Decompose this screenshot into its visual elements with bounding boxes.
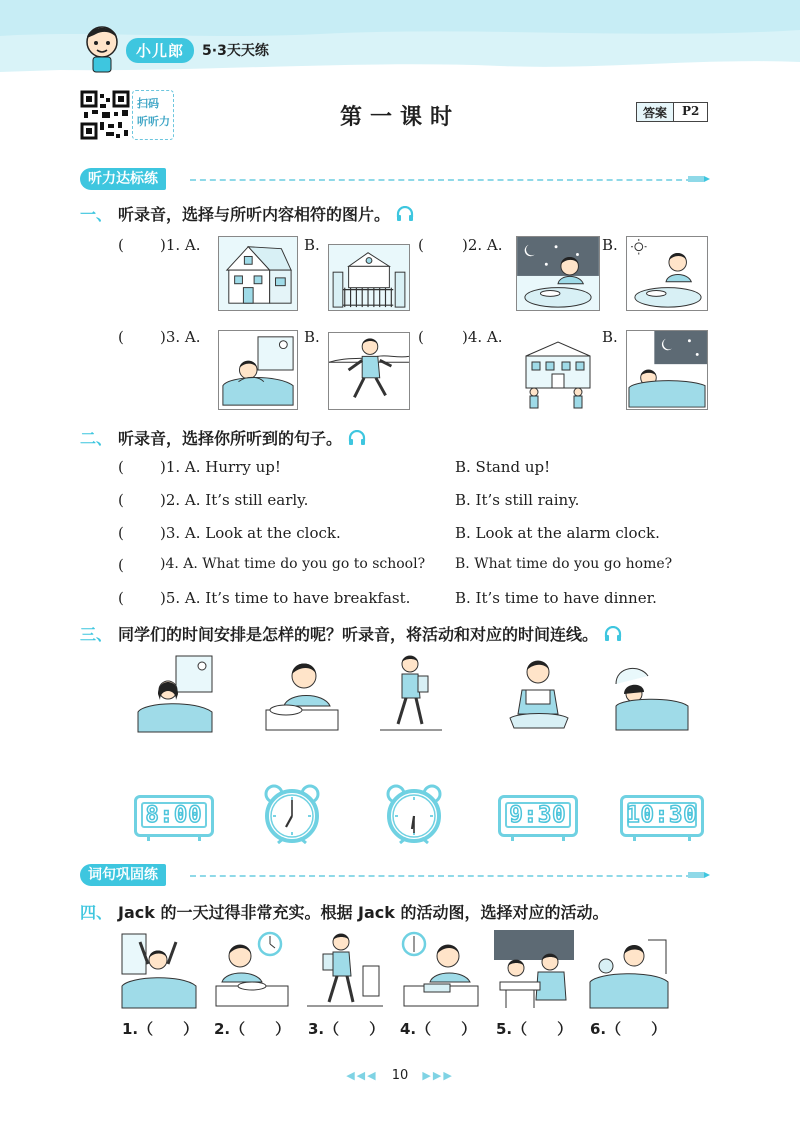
- q3-activity-walk[interactable]: [376, 652, 446, 736]
- brand-logo: 小儿郎: [126, 38, 194, 63]
- q4-picture-2[interactable]: [212, 930, 292, 1010]
- q1-item-2-paren[interactable]: (: [418, 236, 424, 254]
- digital-clock-9-30[interactable]: [498, 795, 578, 837]
- question-1-title: 听录音，选择与所听内容相符的图片。: [118, 205, 391, 224]
- mascot-icon: [82, 22, 122, 74]
- q1-item-4-option-b-label: B.: [602, 328, 618, 346]
- q4-answer-5[interactable]: 5.（ ）: [496, 1020, 573, 1038]
- headphones-icon[interactable]: [604, 626, 622, 642]
- digital-clock-display: 9:30: [505, 802, 571, 828]
- analog-clock-six-thirty[interactable]: [384, 784, 444, 844]
- question-1-number: 一、: [80, 205, 113, 224]
- page-footer: [0, 1068, 800, 1083]
- q4-picture-3[interactable]: [305, 930, 385, 1010]
- school-gate-icon: [329, 245, 409, 310]
- q1-item-2-option-b-label: B.: [602, 236, 618, 254]
- q2-item-1-option-a[interactable]: )1. A. Hurry up!: [160, 458, 281, 476]
- q2-item-1-option-b[interactable]: B. Stand up!: [455, 458, 551, 476]
- q1-item-2-picture-b[interactable]: [626, 236, 708, 311]
- q4-picture-1[interactable]: [118, 930, 198, 1010]
- q1-item-1-picture-a[interactable]: [218, 236, 298, 311]
- answer-label: 答案: [637, 103, 674, 121]
- section-words-label: 词句巩固练: [80, 864, 166, 886]
- qr-label-line-2: 听听力: [137, 115, 170, 128]
- q2-item-1-paren[interactable]: (: [118, 458, 124, 476]
- boy-in-bed-icon: [588, 930, 670, 1010]
- question-2-title: 听录音，选择你所听到的句子。: [118, 429, 343, 448]
- q4-picture-6[interactable]: [588, 930, 670, 1010]
- q2-item-4-paren[interactable]: (: [118, 556, 124, 574]
- q4-picture-5[interactable]: [494, 930, 574, 1010]
- q2-item-3-option-a[interactable]: )3. A. Look at the clock.: [160, 524, 341, 542]
- q4-answer-2[interactable]: 2.（ ）: [214, 1020, 291, 1038]
- house-icon: [219, 237, 297, 310]
- section-listening-label: 听力达标练: [80, 168, 166, 190]
- clock-feet: [633, 836, 691, 841]
- q2-item-2-option-b[interactable]: B. It’s still rainy.: [455, 491, 580, 509]
- night-sleep-icon: [627, 331, 707, 409]
- digital-clock-8-00[interactable]: [134, 795, 214, 837]
- q2-item-5-paren[interactable]: (: [118, 589, 124, 607]
- question-4-title: Jack 的一天过得非常充实。根据 Jack 的活动图，选择对应的活动。: [118, 903, 609, 922]
- q1-item-1-option-a-label: )1. A.: [160, 236, 201, 254]
- headphones-icon[interactable]: [348, 430, 366, 446]
- q2-item-5-option-a[interactable]: )5. A. It’s time to have breakfast.: [160, 589, 411, 607]
- brand-subtitle: 5·3天天练: [202, 43, 269, 59]
- morning-breakfast-icon: [627, 237, 707, 310]
- q1-item-3-picture-b[interactable]: [328, 332, 410, 410]
- answer-reference[interactable]: [636, 102, 708, 122]
- q1-item-4-option-a-label: )4. A.: [462, 328, 503, 346]
- digital-clock-display: 10:30: [626, 802, 698, 828]
- answer-page: P2: [682, 104, 700, 118]
- q1-item-4-picture-a[interactable]: [516, 336, 600, 410]
- boy-lunch-clock-icon: [398, 930, 482, 1010]
- q4-answer-6[interactable]: 6.（ ）: [590, 1020, 667, 1038]
- q4-answer-1[interactable]: 1.（ ）: [122, 1020, 199, 1038]
- q3-activity-sleep[interactable]: [610, 654, 690, 734]
- q1-item-3-option-b-label: B.: [304, 328, 320, 346]
- pencil-icon: [688, 869, 710, 881]
- night-dinner-icon: [517, 237, 599, 310]
- digital-clock-10-30[interactable]: [620, 795, 704, 837]
- analog-clock-seven[interactable]: [262, 784, 322, 844]
- boy-breakfast-clock-icon: [212, 930, 292, 1010]
- question-4-heading: [80, 900, 608, 923]
- qr-label-line-1: 扫码: [137, 97, 159, 110]
- q2-item-4-option-b[interactable]: B. What time do you go home?: [455, 556, 673, 572]
- q1-item-3-option-a-label: )3. A.: [160, 328, 201, 346]
- question-4-number: 四、: [80, 903, 113, 922]
- q3-activity-read[interactable]: [500, 654, 578, 734]
- q2-item-3-paren[interactable]: (: [118, 524, 124, 542]
- section-words: [80, 864, 710, 886]
- question-3-number: 三、: [80, 625, 113, 644]
- boy-walking-icon: [376, 652, 446, 736]
- question-3-title: 同学们的时间安排是怎样的呢？听录音，将活动和对应的时间连线。: [118, 625, 599, 644]
- q1-item-1-option-b-label: B.: [304, 236, 320, 254]
- q3-activity-eat[interactable]: [258, 654, 342, 734]
- q4-picture-4[interactable]: [398, 930, 482, 1010]
- footer-right-arrows: ▶▶▶: [422, 1069, 454, 1082]
- q1-item-4-paren[interactable]: (: [418, 328, 424, 346]
- school-building-icon: [516, 336, 600, 410]
- q1-item-1-picture-b[interactable]: [328, 244, 410, 311]
- headphones-icon[interactable]: [396, 206, 414, 222]
- q1-item-2-option-a-label: )2. A.: [462, 236, 503, 254]
- question-2-heading: [80, 426, 366, 449]
- clock-feet: [147, 836, 201, 841]
- q2-item-2-option-a[interactable]: )2. A. It’s still early.: [160, 491, 309, 509]
- boy-reading-icon: [500, 654, 578, 734]
- wake-up-icon: [219, 331, 297, 409]
- q1-item-3-paren[interactable]: (: [118, 328, 124, 346]
- section-divider: [190, 875, 692, 877]
- question-3-heading: [80, 622, 622, 645]
- q1-item-1-paren[interactable]: (: [118, 236, 124, 254]
- q2-item-4-option-a[interactable]: )4. A. What time do you go to school?: [160, 556, 426, 572]
- q2-item-3-option-b[interactable]: B. Look at the alarm clock.: [455, 524, 660, 542]
- q2-item-2-paren[interactable]: (: [118, 491, 124, 509]
- q2-item-5-option-b[interactable]: B. It’s time to have dinner.: [455, 589, 657, 607]
- q4-answer-3[interactable]: 3.（ ）: [308, 1020, 385, 1038]
- q1-item-4-picture-b[interactable]: [626, 330, 708, 410]
- clock-feet: [511, 836, 565, 841]
- digital-clock-display: 8:00: [141, 802, 207, 828]
- boy-going-to-school-icon: [305, 930, 385, 1010]
- running-icon: [329, 333, 409, 409]
- q3-activity-wake-up[interactable]: [132, 654, 216, 734]
- question-1-heading: [80, 202, 414, 225]
- q1-item-2-picture-a[interactable]: [516, 236, 600, 311]
- boy-stretching-icon: [118, 930, 198, 1010]
- section-listening: [80, 168, 710, 190]
- q1-item-3-picture-a[interactable]: [218, 330, 298, 410]
- girl-sleeping-icon: [610, 654, 690, 734]
- footer-left-arrows: ◀◀◀: [346, 1069, 378, 1082]
- q4-answer-4[interactable]: 4.（ ）: [400, 1020, 477, 1038]
- boy-eating-icon: [258, 654, 342, 734]
- pencil-icon: [688, 173, 710, 185]
- lesson-title: 第一课时: [339, 104, 460, 130]
- page-number: 10: [391, 1068, 409, 1083]
- section-divider: [190, 179, 692, 181]
- family-dinner-icon: [494, 930, 574, 1010]
- girl-waking-icon: [132, 654, 216, 734]
- question-2-number: 二、: [80, 429, 113, 448]
- brand: [126, 38, 269, 62]
